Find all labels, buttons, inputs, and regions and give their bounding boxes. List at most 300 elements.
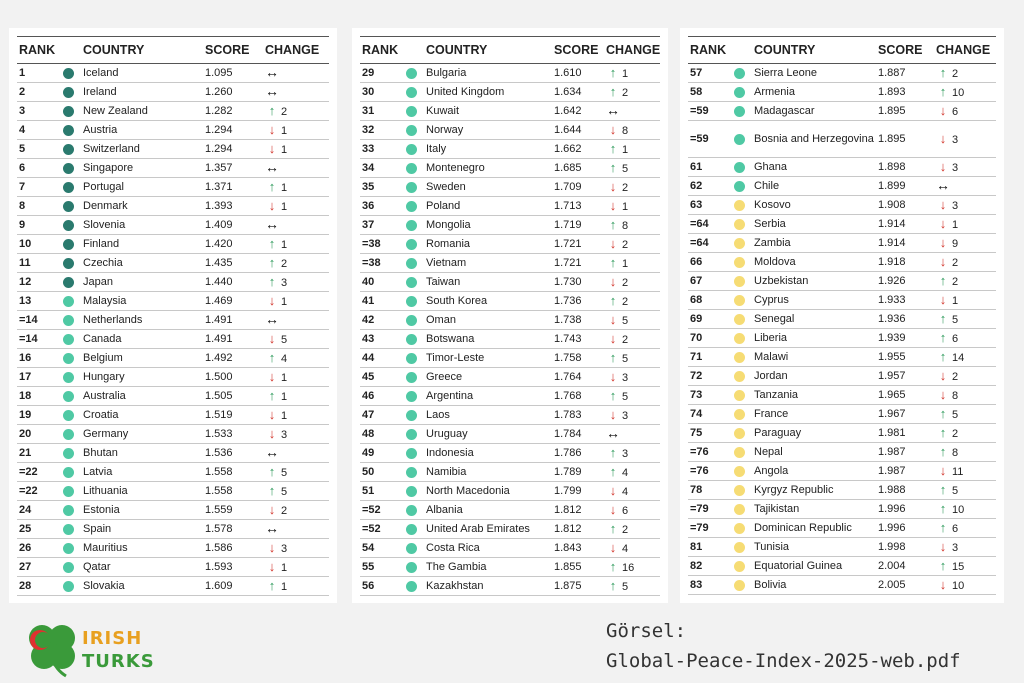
table-row <box>17 159 329 178</box>
table-row <box>17 501 329 520</box>
arrow-down-icon: ↓ <box>939 291 947 307</box>
table-row <box>360 558 660 577</box>
score-cell: 1.786 <box>552 444 604 463</box>
score-cell: 1.409 <box>203 216 263 235</box>
arrow-down-icon: ↓ <box>268 368 276 384</box>
tier-cell <box>398 273 424 292</box>
change-value: 1 <box>281 238 288 251</box>
score-cell: 1.967 <box>876 405 934 424</box>
arrow-up-icon: ↑ <box>939 329 947 345</box>
tier-cell <box>398 482 424 501</box>
table-row <box>17 311 329 330</box>
score-cell: 1.758 <box>552 349 604 368</box>
score-cell: 1.895 <box>876 102 934 121</box>
arrow-down-icon: ↓ <box>609 311 617 327</box>
tier-cell <box>398 558 424 577</box>
tier-cell <box>726 329 752 348</box>
score-cell: 1.875 <box>552 577 604 596</box>
arrow-up-icon: ↑ <box>609 254 617 270</box>
peace-level-dot-icon <box>734 276 745 287</box>
score-cell: 1.642 <box>552 102 604 121</box>
arrow-up-icon: ↑ <box>609 387 617 403</box>
country-cell: France <box>752 405 876 424</box>
change-cell <box>263 235 329 254</box>
rank-cell: 10 <box>17 235 55 254</box>
score-cell: 1.965 <box>876 386 934 405</box>
table-row <box>360 387 660 406</box>
change-cell <box>934 196 996 215</box>
score-cell: 1.519 <box>203 406 263 425</box>
rank-cell: =59 <box>688 102 726 121</box>
score-cell: 1.357 <box>203 159 263 178</box>
change-cell <box>604 444 660 463</box>
change-value: 3 <box>281 428 288 441</box>
country-cell: Belgium <box>81 349 203 368</box>
rank-cell: 71 <box>688 348 726 367</box>
table-row <box>688 83 996 102</box>
rank-cell: 36 <box>360 197 398 216</box>
rank-cell: 35 <box>360 178 398 197</box>
tier-cell <box>55 520 81 539</box>
peace-level-dot-icon <box>406 410 417 421</box>
change-value: 3 <box>952 199 959 212</box>
country-cell: Moldova <box>752 253 876 272</box>
tier-cell <box>55 254 81 273</box>
score-cell: 1.593 <box>203 558 263 577</box>
change-value: 8 <box>952 389 959 402</box>
score-cell: 1.371 <box>203 178 263 197</box>
change-cell <box>934 557 996 576</box>
no-change-icon: ↔ <box>265 311 279 327</box>
tier-cell <box>55 463 81 482</box>
tier-cell <box>726 83 752 102</box>
country-cell: Timor-Leste <box>424 349 552 368</box>
table-row <box>360 463 660 482</box>
change-cell <box>604 64 660 83</box>
table-row <box>17 425 329 444</box>
change-cell <box>263 520 329 539</box>
table-row <box>360 254 660 273</box>
peace-level-dot-icon <box>734 68 745 79</box>
arrow-up-icon: ↑ <box>268 254 276 270</box>
table-row <box>17 444 329 463</box>
country-cell: Bulgaria <box>424 64 552 83</box>
score-cell: 1.578 <box>203 520 263 539</box>
rank-cell: 17 <box>17 368 55 387</box>
rank-cell: 58 <box>688 83 726 102</box>
change-cell <box>604 539 660 558</box>
change-cell <box>604 140 660 159</box>
ranking-panel-2 <box>352 28 668 603</box>
change-cell <box>604 254 660 273</box>
change-cell <box>263 444 329 463</box>
tier-cell <box>398 425 424 444</box>
table-row <box>360 311 660 330</box>
table-row <box>688 424 996 443</box>
change-value: 6 <box>952 522 959 535</box>
score-cell: 1.988 <box>876 481 934 500</box>
rank-cell: 28 <box>17 577 55 596</box>
table-header-row <box>688 37 996 64</box>
change-cell <box>934 253 996 272</box>
table-row <box>688 253 996 272</box>
arrow-down-icon: ↓ <box>939 386 947 402</box>
rank-cell: 16 <box>17 349 55 368</box>
table-row <box>688 500 996 519</box>
arrow-down-icon: ↓ <box>268 425 276 441</box>
tier-cell <box>398 463 424 482</box>
arrow-up-icon: ↑ <box>609 349 617 365</box>
peace-level-dot-icon <box>63 220 74 231</box>
rank-cell: 54 <box>360 539 398 558</box>
country-cell: Tajikistan <box>752 500 876 519</box>
table-row <box>17 121 329 140</box>
table-row <box>360 501 660 520</box>
tier-cell <box>726 481 752 500</box>
caption-source: Global-Peace-Index-2025-web.pdf <box>606 650 961 672</box>
change-cell <box>934 538 996 557</box>
arrow-up-icon: ↑ <box>609 159 617 175</box>
tier-cell <box>55 368 81 387</box>
change-value: 6 <box>622 504 629 517</box>
change-cell <box>604 368 660 387</box>
peace-level-dot-icon <box>734 106 745 117</box>
rank-cell: 4 <box>17 121 55 140</box>
peace-level-dot-icon <box>63 106 74 117</box>
peace-level-dot-icon <box>406 372 417 383</box>
peace-level-dot-icon <box>406 163 417 174</box>
country-cell: Romania <box>424 235 552 254</box>
tier-cell <box>398 444 424 463</box>
arrow-down-icon: ↓ <box>609 235 617 251</box>
peace-level-dot-icon <box>734 162 745 173</box>
country-cell: Kosovo <box>752 196 876 215</box>
arrow-down-icon: ↓ <box>939 367 947 383</box>
change-value: 5 <box>622 390 629 403</box>
peace-level-dot-icon <box>734 257 745 268</box>
arrow-up-icon: ↑ <box>268 273 276 289</box>
peace-level-dot-icon <box>63 429 74 440</box>
tier-cell <box>55 178 81 197</box>
no-change-icon: ↔ <box>606 102 620 118</box>
score-cell: 1.926 <box>876 272 934 291</box>
change-value: 2 <box>622 238 629 251</box>
score-cell: 1.719 <box>552 216 604 235</box>
tier-cell <box>398 520 424 539</box>
score-cell: 1.260 <box>203 83 263 102</box>
no-change-icon: ↔ <box>265 520 279 536</box>
rank-cell: 68 <box>688 291 726 310</box>
country-cell: Oman <box>424 311 552 330</box>
table-row <box>688 177 996 196</box>
score-cell: 1.730 <box>552 273 604 292</box>
tier-cell <box>398 83 424 102</box>
change-value: 2 <box>281 504 288 517</box>
country-cell: Mauritius <box>81 539 203 558</box>
rank-cell: 1 <box>17 64 55 83</box>
change-cell <box>934 576 996 595</box>
peace-level-dot-icon <box>734 542 745 553</box>
tier-cell <box>55 102 81 121</box>
arrow-down-icon: ↓ <box>939 234 947 250</box>
arrow-up-icon: ↑ <box>939 310 947 326</box>
table-row <box>17 330 329 349</box>
arrow-up-icon: ↑ <box>939 443 947 459</box>
country-cell: Norway <box>424 121 552 140</box>
rank-cell: 7 <box>17 178 55 197</box>
tier-cell <box>398 349 424 368</box>
tier-cell <box>726 462 752 481</box>
table-row <box>17 64 329 83</box>
rank-cell: 24 <box>17 501 55 520</box>
country-cell: Slovakia <box>81 577 203 596</box>
arrow-down-icon: ↓ <box>268 558 276 574</box>
rank-cell: 61 <box>688 158 726 177</box>
score-cell: 1.789 <box>552 463 604 482</box>
country-cell: Japan <box>81 273 203 292</box>
score-cell: 1.721 <box>552 254 604 273</box>
score-cell: 1.914 <box>876 234 934 253</box>
tier-cell <box>726 234 752 253</box>
tier-cell <box>55 83 81 102</box>
peace-level-dot-icon <box>734 87 745 98</box>
tier-cell <box>55 406 81 425</box>
change-value: 1 <box>952 218 959 231</box>
tier-cell <box>726 291 752 310</box>
dot-header <box>398 37 424 64</box>
score-cell: 1.469 <box>203 292 263 311</box>
change-cell <box>263 159 329 178</box>
country-cell: Kazakhstan <box>424 577 552 596</box>
arrow-down-icon: ↓ <box>609 501 617 517</box>
arrow-up-icon: ↑ <box>939 272 947 288</box>
rank-cell: 19 <box>17 406 55 425</box>
peace-level-dot-icon <box>406 201 417 212</box>
change-value: 1 <box>281 181 288 194</box>
tier-cell <box>726 386 752 405</box>
change-cell <box>604 197 660 216</box>
country-cell: Argentina <box>424 387 552 406</box>
change-cell <box>263 501 329 520</box>
caption-label: Görsel: <box>606 620 687 642</box>
change-value: 2 <box>622 276 629 289</box>
score-cell: 1.987 <box>876 443 934 462</box>
table-row <box>360 520 660 539</box>
tier-cell <box>55 292 81 311</box>
rank-cell: 56 <box>360 577 398 596</box>
score-cell: 1.420 <box>203 235 263 254</box>
country-cell: Uzbekistan <box>752 272 876 291</box>
score-cell: 1.893 <box>876 83 934 102</box>
country-cell: Namibia <box>424 463 552 482</box>
table-row <box>688 272 996 291</box>
arrow-down-icon: ↓ <box>939 102 947 118</box>
rank-cell: 66 <box>688 253 726 272</box>
peace-level-dot-icon <box>734 134 745 145</box>
rank-cell: 25 <box>17 520 55 539</box>
score-header: SCORE <box>876 37 934 64</box>
change-cell <box>263 273 329 292</box>
change-value: 6 <box>952 332 959 345</box>
country-cell: Estonia <box>81 501 203 520</box>
arrow-up-icon: ↑ <box>609 64 617 80</box>
country-cell: Malawi <box>752 348 876 367</box>
change-value: 8 <box>952 446 959 459</box>
country-cell: Denmark <box>81 197 203 216</box>
arrow-down-icon: ↓ <box>939 130 947 146</box>
rank-cell: 81 <box>688 538 726 557</box>
score-cell: 1.644 <box>552 121 604 140</box>
peace-level-dot-icon <box>406 486 417 497</box>
peace-level-dot-icon <box>63 201 74 212</box>
country-cell: The Gambia <box>424 558 552 577</box>
change-cell <box>263 292 329 311</box>
change-value: 1 <box>622 200 629 213</box>
score-cell: 1.887 <box>876 64 934 83</box>
rank-cell: 40 <box>360 273 398 292</box>
change-cell <box>263 330 329 349</box>
table-header-row <box>17 37 329 64</box>
tier-cell <box>398 539 424 558</box>
rank-cell: =14 <box>17 311 55 330</box>
score-cell: 1.609 <box>203 577 263 596</box>
peace-level-dot-icon <box>63 296 74 307</box>
tier-cell <box>726 177 752 196</box>
arrow-up-icon: ↑ <box>268 577 276 593</box>
table-row <box>688 462 996 481</box>
tier-cell <box>55 330 81 349</box>
arrow-up-icon: ↑ <box>268 235 276 251</box>
change-cell <box>263 197 329 216</box>
rank-cell: 2 <box>17 83 55 102</box>
change-value: 2 <box>622 86 629 99</box>
tier-cell <box>726 538 752 557</box>
change-cell <box>934 121 996 158</box>
country-cell: Chile <box>752 177 876 196</box>
tier-cell <box>398 577 424 596</box>
change-value: 1 <box>281 409 288 422</box>
country-cell: Germany <box>81 425 203 444</box>
rank-cell: =64 <box>688 234 726 253</box>
country-header: COUNTRY <box>424 37 552 64</box>
table-row <box>688 291 996 310</box>
score-cell: 1.500 <box>203 368 263 387</box>
score-cell: 1.918 <box>876 253 934 272</box>
no-change-icon: ↔ <box>936 177 950 193</box>
change-value: 1 <box>281 390 288 403</box>
table-row <box>688 329 996 348</box>
arrow-down-icon: ↓ <box>268 121 276 137</box>
tier-cell <box>726 196 752 215</box>
country-cell: Tanzania <box>752 386 876 405</box>
peace-level-dot-icon <box>734 238 745 249</box>
table-row <box>17 520 329 539</box>
country-cell: Sweden <box>424 178 552 197</box>
change-value: 1 <box>281 124 288 137</box>
peace-level-dot-icon <box>734 181 745 192</box>
arrow-up-icon: ↑ <box>609 292 617 308</box>
rank-cell: 6 <box>17 159 55 178</box>
rank-cell: 5 <box>17 140 55 159</box>
rank-header: RANK <box>17 37 55 64</box>
rank-cell: =52 <box>360 520 398 539</box>
change-cell <box>263 64 329 83</box>
country-cell: Madagascar <box>752 102 876 121</box>
peace-level-dot-icon <box>406 315 417 326</box>
ranking-table-2 <box>360 36 660 596</box>
change-value: 5 <box>952 408 959 421</box>
table-row <box>360 235 660 254</box>
country-cell: Senegal <box>752 310 876 329</box>
rank-cell: 78 <box>688 481 726 500</box>
tier-cell <box>726 215 752 234</box>
table-row <box>360 292 660 311</box>
score-cell: 1.558 <box>203 463 263 482</box>
table-row <box>688 481 996 500</box>
arrow-up-icon: ↑ <box>609 444 617 460</box>
arrow-down-icon: ↓ <box>609 197 617 213</box>
table-row <box>688 386 996 405</box>
score-cell: 2.004 <box>876 557 934 576</box>
peace-level-dot-icon <box>63 372 74 383</box>
change-value: 11 <box>952 465 964 478</box>
score-cell: 1.981 <box>876 424 934 443</box>
peace-level-dot-icon <box>63 315 74 326</box>
score-cell: 1.709 <box>552 178 604 197</box>
change-cell <box>604 159 660 178</box>
peace-level-dot-icon <box>734 333 745 344</box>
score-cell: 1.855 <box>552 558 604 577</box>
arrow-up-icon: ↑ <box>939 424 947 440</box>
arrow-up-icon: ↑ <box>609 558 617 574</box>
tier-cell <box>398 178 424 197</box>
no-change-icon: ↔ <box>265 83 279 99</box>
peace-level-dot-icon <box>63 334 74 345</box>
country-cell: Hungary <box>81 368 203 387</box>
table-row <box>17 102 329 121</box>
peace-level-dot-icon <box>63 448 74 459</box>
change-value: 4 <box>622 542 629 555</box>
rank-cell: 57 <box>688 64 726 83</box>
score-cell: 1.536 <box>203 444 263 463</box>
peace-level-dot-icon <box>406 505 417 516</box>
country-cell: Cyprus <box>752 291 876 310</box>
table-row <box>17 216 329 235</box>
change-cell <box>263 254 329 273</box>
change-value: 15 <box>952 560 965 573</box>
table-row <box>17 577 329 596</box>
peace-level-dot-icon <box>63 125 74 136</box>
change-cell <box>934 386 996 405</box>
country-cell: Costa Rica <box>424 539 552 558</box>
rank-cell: 75 <box>688 424 726 443</box>
rank-cell: =76 <box>688 443 726 462</box>
tier-cell <box>726 253 752 272</box>
country-cell: Bosnia and Herzegovina <box>752 121 876 158</box>
country-cell: Czechia <box>81 254 203 273</box>
country-cell: Dominican Republic <box>752 519 876 538</box>
score-cell: 1.996 <box>876 519 934 538</box>
change-cell <box>934 329 996 348</box>
peace-level-dot-icon <box>63 410 74 421</box>
peace-level-dot-icon <box>63 467 74 478</box>
score-cell: 1.634 <box>552 83 604 102</box>
arrow-up-icon: ↑ <box>609 520 617 536</box>
change-cell <box>934 462 996 481</box>
change-value: 2 <box>952 256 959 269</box>
country-cell: Switzerland <box>81 140 203 159</box>
change-value: 16 <box>622 561 635 574</box>
